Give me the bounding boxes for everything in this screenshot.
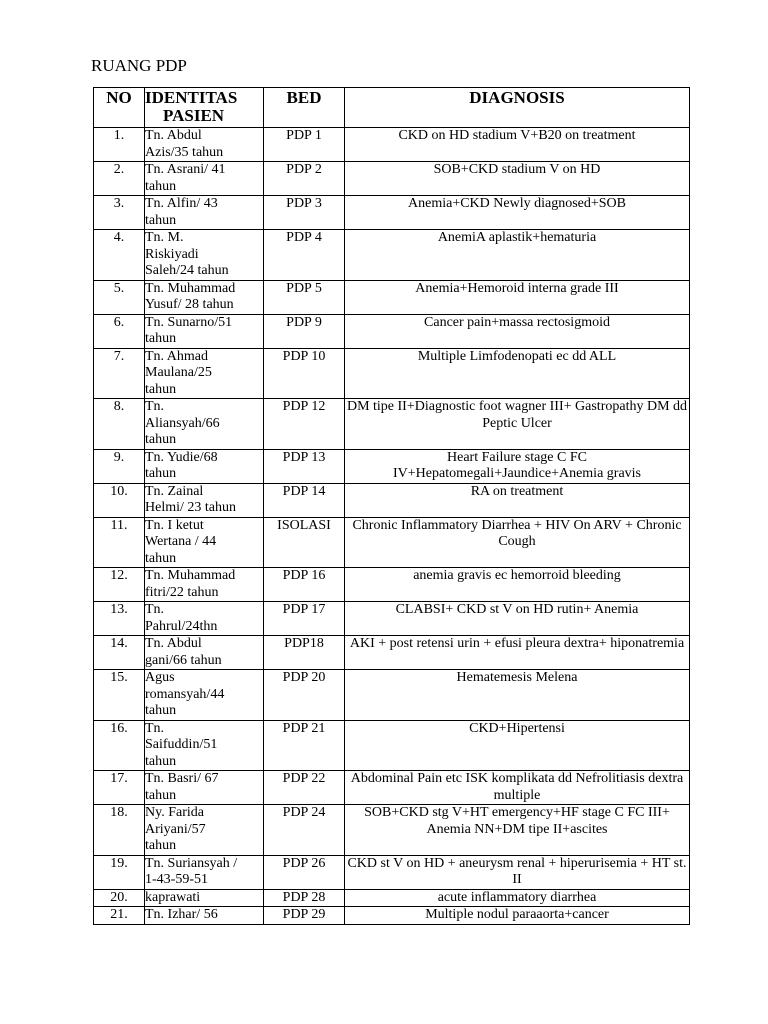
patient-identity-line: Saifuddin/51: [145, 737, 218, 752]
bed-code: PDP 17: [264, 602, 345, 636]
row-number: 13.: [94, 602, 145, 636]
patient-identity: [145, 771, 264, 805]
patient-identity-line: 1-43-59-51: [145, 872, 208, 887]
table-row: [94, 636, 690, 670]
diagnosis-text: Anemia+Hemoroid interna grade III: [345, 280, 690, 314]
row-number: 20.: [94, 889, 145, 907]
patient-identity-line: Tn.: [145, 720, 165, 736]
diagnosis-text: RA on treatment: [345, 483, 690, 517]
bed-code: PDP 14: [264, 483, 345, 517]
patient-identity: [145, 670, 264, 721]
patient-identity-line: Tn. Suriansyah /: [145, 855, 238, 871]
row-number: 14.: [94, 636, 145, 670]
bed-code: PDP 4: [264, 230, 345, 281]
patient-identity-line: Tn. M.: [145, 230, 184, 245]
patient-identity-line: Ariyani/57: [145, 821, 206, 837]
diagnosis-text: Anemia+CKD Newly diagnosed+SOB: [345, 196, 690, 230]
row-number: 10.: [94, 483, 145, 517]
row-number: 1.: [94, 128, 145, 162]
row-number: 16.: [94, 720, 145, 771]
patient-identity: [145, 517, 264, 568]
table-row: [94, 771, 690, 805]
diagnosis-text: CKD st V on HD + aneurysm renal + hiperurisemia + HT st. II: [345, 855, 690, 889]
header-identitas: [145, 88, 264, 128]
bed-code: PDP 9: [264, 314, 345, 348]
header-bed: BED: [264, 88, 345, 128]
diagnosis-text: DM tipe II+Diagnostic foot wagner III+ Gastropathy DM dd Peptic Ulcer: [345, 399, 690, 450]
patient-identity-line: tahun: [145, 753, 177, 769]
patient-identity-line: Pahrul/24thn: [145, 618, 218, 634]
patient-identity-line: Tn.: [145, 602, 165, 617]
patient-identity-line: Helmi/ 23 tahun: [145, 500, 236, 515]
bed-code: PDP 26: [264, 855, 345, 889]
bed-code: PDP 21: [264, 720, 345, 771]
patient-identity-line: tahun: [145, 466, 177, 481]
diagnosis-text: SOB+CKD stadium V on HD: [345, 162, 690, 196]
patient-identity: [145, 128, 264, 162]
bed-code: ISOLASI: [264, 517, 345, 568]
row-number: 2.: [94, 162, 145, 196]
patient-identity-line: kaprawati: [145, 889, 201, 905]
patient-identity-line: tahun: [145, 381, 177, 397]
bed-code: PDP 22: [264, 771, 345, 805]
patient-identity-line: Tn. Muhammad: [145, 280, 236, 296]
table-row: [94, 889, 690, 907]
patient-identity-line: Tn. Alfin/ 43: [145, 196, 218, 211]
patient-identity: [145, 314, 264, 348]
patient-identity-line: Tn. Abdul: [145, 636, 202, 651]
table-row: [94, 670, 690, 721]
header-no: NO: [94, 88, 145, 128]
patient-identity-line: Ny. Farida: [145, 805, 204, 820]
table-row: [94, 907, 690, 925]
patient-identity-line: Maulana/25: [145, 365, 212, 380]
diagnosis-text: acute inflammatory diarrhea: [345, 889, 690, 907]
row-number: 4.: [94, 230, 145, 281]
bed-code: PDP 3: [264, 196, 345, 230]
bed-code: PDP18: [264, 636, 345, 670]
patient-identity-line: Agus: [145, 670, 175, 685]
row-number: 5.: [94, 280, 145, 314]
patient-identity-line: romansyah/44: [145, 686, 225, 702]
patient-identity-line: tahun: [145, 703, 177, 718]
patient-identity-line: Tn. Asrani/ 41: [145, 162, 226, 177]
patient-identity: [145, 889, 264, 907]
bed-code: PDP 29: [264, 907, 345, 925]
patient-identity-line: fitri/22 tahun: [145, 584, 219, 600]
patient-identity-line: Tn. Yudie/68: [145, 449, 218, 465]
table-row: [94, 399, 690, 450]
bed-code: PDP 12: [264, 399, 345, 450]
patient-identity-line: tahun: [145, 432, 177, 447]
patient-identity: [145, 907, 264, 925]
patient-identity-line: Aliansyah/66: [145, 415, 220, 431]
patient-identity: [145, 399, 264, 450]
patient-identity-line: tahun: [145, 787, 177, 803]
row-number: 6.: [94, 314, 145, 348]
patient-identity-line: Riskiyadi: [145, 246, 199, 262]
diagnosis-text: Abdominal Pain etc ISK komplikata dd Nefrolitiasis dextra multiple: [345, 771, 690, 805]
patient-identity-line: Saleh/24 tahun: [145, 263, 229, 278]
row-number: 11.: [94, 517, 145, 568]
table-row: [94, 348, 690, 399]
bed-code: PDP 1: [264, 128, 345, 162]
header-identitas-line: IDENTITAS: [145, 88, 238, 107]
table-row: [94, 602, 690, 636]
patient-identity: [145, 720, 264, 771]
table-row: [94, 230, 690, 281]
diagnosis-text: Chronic Inflammatory Diarrhea + HIV On ARV + Chronic Cough: [345, 517, 690, 568]
header-identitas-line: PASIEN: [163, 106, 225, 125]
table-row: [94, 128, 690, 162]
table-row: [94, 314, 690, 348]
patient-identity-line: tahun: [145, 178, 177, 194]
patient-identity-line: Tn.: [145, 399, 165, 414]
patient-identity: [145, 602, 264, 636]
diagnosis-text: CKD+Hipertensi: [345, 720, 690, 771]
bed-code: PDP 16: [264, 568, 345, 602]
bed-code: PDP 28: [264, 889, 345, 907]
diagnosis-text: Multiple Limfodenopati ec dd ALL: [345, 348, 690, 399]
patient-identity: [145, 196, 264, 230]
table-row: [94, 568, 690, 602]
page-title: RUANG PDP: [91, 56, 187, 75]
table-row: [94, 517, 690, 568]
row-number: 3.: [94, 196, 145, 230]
bed-code: PDP 10: [264, 348, 345, 399]
patient-identity-line: tahun: [145, 550, 177, 566]
bed-code: PDP 2: [264, 162, 345, 196]
patient-identity-line: Tn. Abdul: [145, 128, 202, 143]
patient-identity-line: Azis/35 tahun: [145, 144, 224, 160]
patient-identity: [145, 449, 264, 483]
diagnosis-text: CLABSI+ CKD st V on HD rutin+ Anemia: [345, 602, 690, 636]
table-row: [94, 805, 690, 856]
patient-identity: [145, 805, 264, 856]
patient-identity: [145, 855, 264, 889]
patient-identity-line: Tn. Sunarno/51: [145, 314, 233, 330]
diagnosis-text: Cancer pain+massa rectosigmoid: [345, 314, 690, 348]
patient-identity-line: Tn. Zainal: [145, 483, 204, 499]
row-number: 17.: [94, 771, 145, 805]
patient-identity: [145, 280, 264, 314]
patient-table: [93, 87, 690, 925]
diagnosis-text: Hematemesis Melena: [345, 670, 690, 721]
diagnosis-text: Multiple nodul paraaorta+cancer: [345, 907, 690, 925]
patient-identity-line: tahun: [145, 331, 177, 346]
patient-identity-line: Tn. Ahmad: [145, 348, 208, 364]
header-diagnosis: DIAGNOSIS: [345, 88, 690, 128]
table-row: [94, 720, 690, 771]
patient-identity: [145, 568, 264, 602]
bed-code: PDP 13: [264, 449, 345, 483]
patient-identity-line: Tn. I ketut: [145, 517, 204, 533]
table-row: [94, 449, 690, 483]
patient-identity-line: Tn. Muhammad: [145, 568, 236, 583]
diagnosis-text: Heart Failure stage C FC IV+Hepatomegali+Jaundice+Anemia gravis: [345, 449, 690, 483]
diagnosis-text: AKI + post retensi urin + efusi pleura dextra+ hiponatremia: [345, 636, 690, 670]
patient-identity: [145, 483, 264, 517]
table-row: [94, 855, 690, 889]
diagnosis-text: SOB+CKD stg V+HT emergency+HF stage C FC III+ Anemia NN+DM tipe II+ascites: [345, 805, 690, 856]
bed-code: PDP 20: [264, 670, 345, 721]
table-header-row: [94, 88, 690, 128]
patient-identity: [145, 348, 264, 399]
diagnosis-text: AnemiA aplastik+hematuria: [345, 230, 690, 281]
patient-identity-line: Yusuf/ 28 tahun: [145, 297, 234, 312]
patient-identity: [145, 636, 264, 670]
table-row: [94, 162, 690, 196]
patient-identity-line: gani/66 tahun: [145, 652, 222, 668]
diagnosis-text: CKD on HD stadium V+B20 on treatment: [345, 128, 690, 162]
table-row: [94, 196, 690, 230]
row-number: 8.: [94, 399, 145, 450]
row-number: 19.: [94, 855, 145, 889]
row-number: 15.: [94, 670, 145, 721]
patient-identity-line: Tn. Izhar/ 56: [145, 907, 218, 922]
patient-identity-line: tahun: [145, 212, 177, 228]
row-number: 9.: [94, 449, 145, 483]
table-row: [94, 280, 690, 314]
diagnosis-text: anemia gravis ec hemorroid bleeding: [345, 568, 690, 602]
patient-identity-line: tahun: [145, 838, 177, 853]
bed-code: PDP 5: [264, 280, 345, 314]
table-row: [94, 483, 690, 517]
row-number: 12.: [94, 568, 145, 602]
patient-identity-line: Wertana / 44: [145, 534, 217, 549]
patient-identity-line: Tn. Basri/ 67: [145, 771, 219, 786]
row-number: 7.: [94, 348, 145, 399]
patient-identity: [145, 162, 264, 196]
bed-code: PDP 24: [264, 805, 345, 856]
row-number: 21.: [94, 907, 145, 925]
patient-identity: [145, 230, 264, 281]
row-number: 18.: [94, 805, 145, 856]
